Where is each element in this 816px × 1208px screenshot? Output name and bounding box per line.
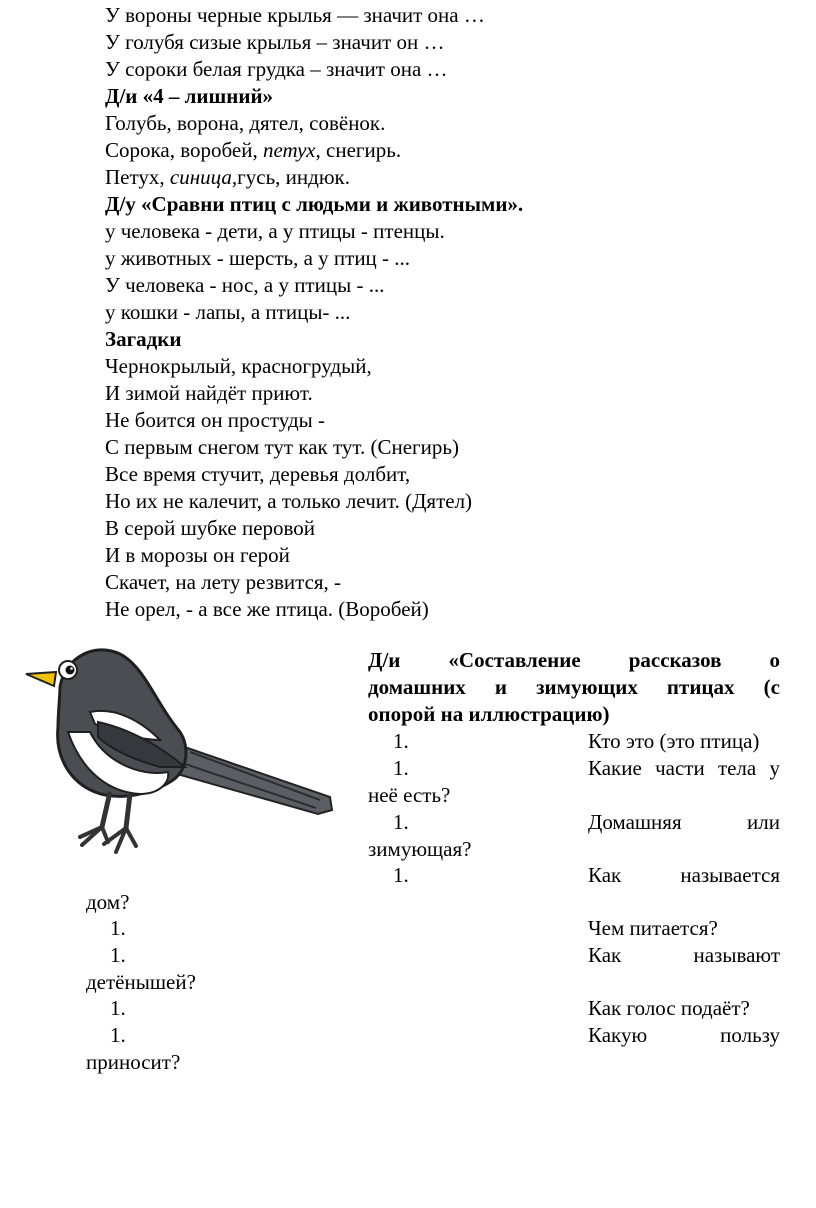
riddle-line: Не боится он простуды - (105, 408, 326, 432)
odd-word: петух (262, 138, 316, 162)
row-text: , снегирь. (315, 138, 402, 162)
q-word: Какие (588, 756, 642, 780)
question-text: Чем питается? (588, 916, 718, 940)
title-word: зимующих (536, 675, 638, 699)
q-word: тела (717, 756, 757, 780)
question-text: Как голос подаёт? (588, 996, 750, 1020)
q-word: Как (588, 863, 622, 887)
title-word: «Составление (448, 648, 581, 672)
title-word: (с (763, 675, 780, 699)
list-number: 1. (110, 996, 126, 1020)
title-word: Д/и (368, 648, 401, 672)
list-number: 1. (110, 1023, 126, 1047)
riddle-line: И зимой найдёт приют. (105, 381, 313, 405)
game3-title-line (368, 647, 780, 674)
magpie-illustration (20, 632, 340, 862)
list-number: 1. (393, 756, 409, 780)
list-number: 1. (110, 943, 126, 967)
question-text (588, 862, 780, 889)
text-line: У сороки белая грудка – значит она … (105, 57, 448, 81)
riddles-title: Загадки (105, 327, 182, 351)
question-text: зимующая? (368, 837, 472, 861)
q-word: называется (680, 863, 780, 887)
game3-title-line: опорой на иллюстрацию) (368, 702, 610, 726)
list-number: 1. (393, 729, 409, 753)
game2-row: У человека - нос, а у птицы - ... (105, 273, 385, 297)
list-number: 1. (393, 863, 409, 887)
title-word: домашних (368, 675, 466, 699)
game2-row: у кошки - лапы, а птицы- ... (105, 300, 351, 324)
riddle-line: Не орел, - а все же птица. (Воробей) (105, 597, 429, 621)
list-number: 1. (393, 810, 409, 834)
riddle-line: Все время стучит, деревья долбит, (105, 462, 411, 486)
game1-row (105, 137, 401, 164)
game3-title-line (368, 674, 780, 701)
row-text: Голубь, ворона, дятел, совёнок. (105, 111, 386, 135)
q-word: или (747, 810, 780, 834)
q-word: у (769, 756, 780, 780)
text-line: У вороны черные крылья — значит она … (105, 3, 485, 27)
game1-row (105, 110, 385, 137)
question-text (588, 755, 780, 782)
riddle-line: С первым снегом тут как тут. (Снегирь) (105, 435, 459, 459)
question-text (588, 942, 780, 969)
question-text: приносит? (86, 1050, 181, 1074)
game2-row: у человека - дети, а у птицы - птенцы. (105, 219, 445, 243)
question-text (588, 1022, 780, 1049)
row-text: Сорока, воробей, (105, 138, 263, 162)
game2-title: Д/у «Сравни птиц с людьми и животными». (105, 192, 524, 216)
riddle-line: В серой шубке перовой (105, 516, 316, 540)
riddle-line: Чернокрылый, красногрудый, (105, 354, 372, 378)
q-word: Как (588, 943, 622, 967)
question-text: Кто это (это птица) (588, 729, 760, 753)
riddle-line: Скачет, на лету резвится, - (105, 570, 342, 594)
text-line: У голубя сизые крылья – значит он … (105, 30, 445, 54)
riddle-line: И в морозы он герой (105, 543, 290, 567)
title-word: птицах (666, 675, 735, 699)
list-number: 1. (110, 916, 126, 940)
q-word: пользу (720, 1023, 780, 1047)
question-text (588, 809, 780, 836)
row-text: гусь, индюк. (237, 165, 350, 189)
game2-row: у животных - шерсть, а у птиц - ... (105, 246, 411, 270)
title-word: и (494, 675, 508, 699)
question-text: неё есть? (368, 783, 451, 807)
title-word: рассказов (628, 648, 722, 672)
q-word: называют (693, 943, 780, 967)
odd-word: синица, (169, 165, 238, 189)
game1-row (105, 164, 350, 191)
row-text: Петух, (105, 165, 170, 189)
q-word: Какую (588, 1023, 648, 1047)
riddle-line: Но их не калечит, а только лечит. (Дятел) (105, 489, 473, 513)
title-word: о (769, 648, 780, 672)
q-word: части (655, 756, 705, 780)
question-text: детёнышей? (86, 970, 196, 994)
question-text: дом? (86, 890, 130, 914)
q-word: Домашняя (588, 810, 682, 834)
game1-title: Д/и «4 – лишний» (105, 84, 274, 108)
